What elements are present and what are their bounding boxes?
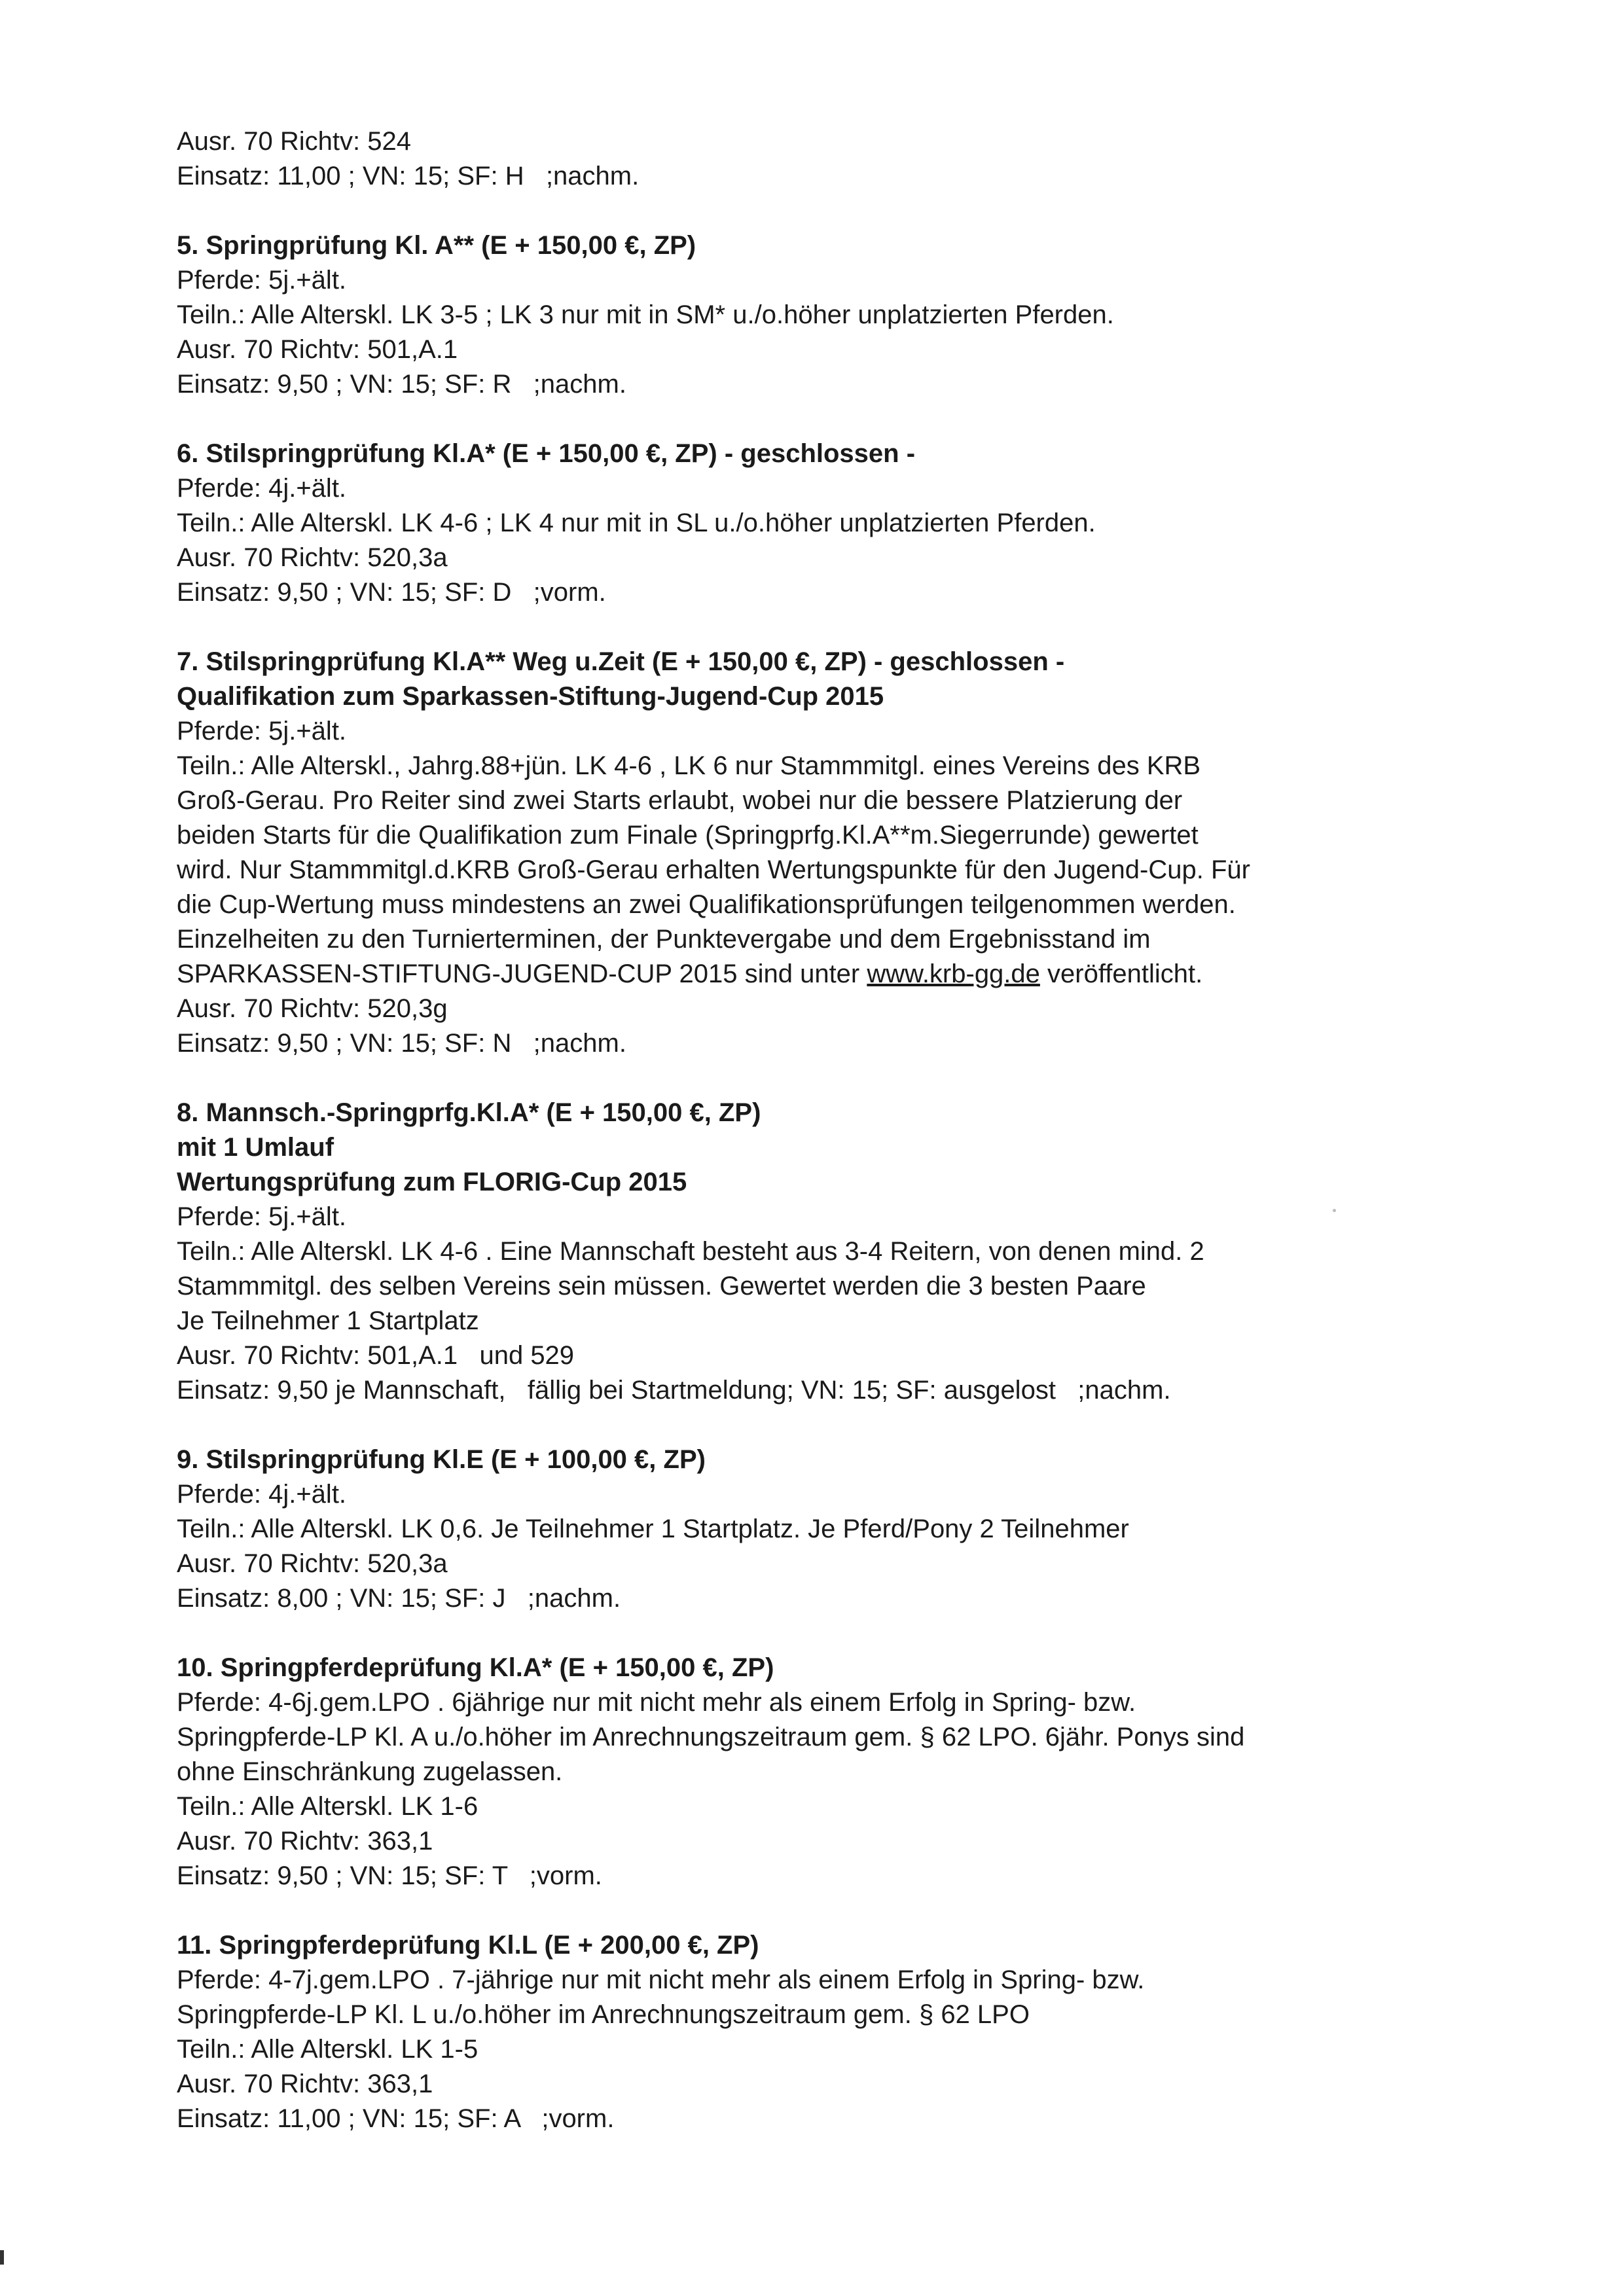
competition-subheading: Qualifikation zum Sparkassen-Stiftung-Jugend-Cup 2015: [177, 682, 884, 711]
text-line: Einzelheiten zu den Turnierterminen, der Punktevergabe und dem Ergebnisstand im: [177, 925, 1151, 954]
text-line: Einsatz: 9,50 ; VN: 15; SF: N ;nachm.: [177, 1029, 626, 1058]
competition-9: [177, 1443, 1473, 1616]
text-line: Teiln.: Alle Alterskl. LK 4-6 ; LK 4 nur mit in SL u./o.höher unplatzierten Pferden.: [177, 509, 1096, 537]
text-line: Stammmitgl. des selben Vereins sein müssen. Gewertet werden die 3 besten Paare: [177, 1272, 1146, 1300]
text-line: Ausr. 70 Richtv: 501,A.1: [177, 335, 458, 364]
competition-subheading: mit 1 Umlauf: [177, 1133, 334, 1162]
text-line: Ausr. 70 Richtv: 520,3a: [177, 1549, 448, 1578]
text-line: Teiln.: Alle Alterskl. LK 4-6 . Eine Mannschaft besteht aus 3-4 Reitern, von denen mind. 2: [177, 1237, 1204, 1266]
text-line: Je Teilnehmer 1 Startplatz: [177, 1306, 479, 1335]
text-line: Teiln.: Alle Alterskl., Jahrg.88+jün. LK 4-6 , LK 6 nur Stammmitgl. eines Vereins des KRB: [177, 751, 1201, 780]
text-line: Pferde: 4j.+ält.: [177, 474, 347, 503]
text-line: Pferde: 4-7j.gem.LPO . 7-jährige nur mit nicht mehr als einem Erfolg in Spring- bzw.: [177, 1965, 1145, 1994]
competition-subheading: Wertungsprüfung zum FLORIG-Cup 2015: [177, 1168, 687, 1196]
text-line: Springpferde-LP Kl. L u./o.höher im Anrechnungszeitraum gem. § 62 LPO: [177, 2000, 1030, 2029]
competition-heading: 7. Stilspringprüfung Kl.A** Weg u.Zeit (E + 150,00 €, ZP) - geschlossen -: [177, 647, 1065, 676]
text-line: Einsatz: 9,50 je Mannschaft, fällig bei Startmeldung; VN: 15; SF: ausgelost ;nachm.: [177, 1376, 1171, 1405]
competition-10: [177, 1651, 1473, 1893]
text-line: Pferde: 5j.+ält.: [177, 717, 347, 745]
competition-7: [177, 645, 1473, 1061]
text-line: Einsatz: 9,50 ; VN: 15; SF: T ;vorm.: [177, 1861, 602, 1890]
competition-heading: 11. Springpferdeprüfung Kl.L (E + 200,00 €, ZP): [177, 1931, 759, 1960]
competition-11: [177, 1928, 1473, 2136]
link-line-after: veröffentlicht.: [1039, 960, 1203, 988]
text-line: ohne Einschränkung zugelassen.: [177, 1757, 563, 1786]
competition-heading: 10. Springpferdeprüfung Kl.A* (E + 150,00 €, ZP): [177, 1653, 774, 1682]
text-line: Ausr. 70 Richtv: 363,1: [177, 1827, 433, 1856]
intro-block: [177, 124, 1473, 194]
text-line: die Cup-Wertung muss mindestens an zwei Qualifikationsprüfungen teilgenommen werden.: [177, 890, 1236, 919]
text-line: Pferde: 5j.+ält.: [177, 266, 347, 295]
text-line: Einsatz: 9,50 ; VN: 15; SF: D ;vorm.: [177, 578, 606, 607]
competition-heading: 6. Stilspringprüfung Kl.A* (E + 150,00 €, ZP) - geschlossen -: [177, 439, 916, 468]
competition-6: [177, 437, 1473, 610]
text-line: Einsatz: 8,00 ; VN: 15; SF: J ;nachm.: [177, 1584, 621, 1613]
text-line: Ausr. 70 Richtv: 524: [177, 127, 411, 156]
competition-8: [177, 1096, 1473, 1408]
text-line: Einsatz: 11,00 ; VN: 15; SF: A ;vorm.: [177, 2104, 615, 2133]
text-line: Teiln.: Alle Alterskl. LK 1-6: [177, 1792, 478, 1821]
text-line: Pferde: 4-6j.gem.LPO . 6jährige nur mit nicht mehr als einem Erfolg in Spring- bzw.: [177, 1688, 1136, 1717]
link-line-before: SPARKASSEN-STIFTUNG-JUGEND-CUP 2015 sind unter: [177, 960, 867, 988]
competition-heading: 8. Mannsch.-Springprfg.Kl.A* (E + 150,00 €, ZP): [177, 1098, 761, 1127]
text-line: Groß-Gerau. Pro Reiter sind zwei Starts erlaubt, wobei nur die bessere Platzierung der: [177, 786, 1183, 815]
competition-heading: 9. Stilspringprüfung Kl.E (E + 100,00 €, ZP): [177, 1445, 706, 1474]
link-line: [177, 957, 1473, 992]
competition-5: [177, 228, 1473, 402]
text-line: Einsatz: 9,50 ; VN: 15; SF: R ;nachm.: [177, 370, 626, 399]
text-line: Springpferde-LP Kl. A u./o.höher im Anrechnungszeitraum gem. § 62 LPO. 6jähr. Ponys sind: [177, 1723, 1245, 1751]
text-line: Ausr. 70 Richtv: 501,A.1 und 529: [177, 1341, 575, 1370]
text-line: Pferde: 5j.+ält.: [177, 1202, 347, 1231]
krb-website-link[interactable]: www.krb-gg.de: [867, 960, 1040, 988]
scan-edge-mark: [0, 2250, 4, 2265]
text-line: wird. Nur Stammmitgl.d.KRB Groß-Gerau erhalten Wertungspunkte für den Jugend-Cup. Für: [177, 855, 1250, 884]
text-line: Ausr. 70 Richtv: 520,3a: [177, 543, 448, 572]
document-page: [177, 124, 1473, 2171]
text-line: Ausr. 70 Richtv: 520,3g: [177, 994, 448, 1023]
text-line: Teiln.: Alle Alterskl. LK 0,6. Je Teilnehmer 1 Startplatz. Je Pferd/Pony 2 Teilnehmer: [177, 1515, 1129, 1543]
text-line: Einsatz: 11,00 ; VN: 15; SF: H ;nachm.: [177, 162, 640, 190]
text-line: Ausr. 70 Richtv: 363,1: [177, 2070, 433, 2098]
text-line: Teiln.: Alle Alterskl. LK 1-5: [177, 2035, 478, 2064]
text-line: Teiln.: Alle Alterskl. LK 3-5 ; LK 3 nur mit in SM* u./o.höher unplatzierten Pferden.: [177, 300, 1114, 329]
text-line: Pferde: 4j.+ält.: [177, 1480, 347, 1509]
competition-heading: 5. Springprüfung Kl. A** (E + 150,00 €, ZP): [177, 231, 696, 260]
scan-speck: [1333, 1209, 1336, 1212]
text-line: beiden Starts für die Qualifikation zum Finale (Springprfg.Kl.A**m.Siegerrunde) gewertet: [177, 821, 1199, 850]
